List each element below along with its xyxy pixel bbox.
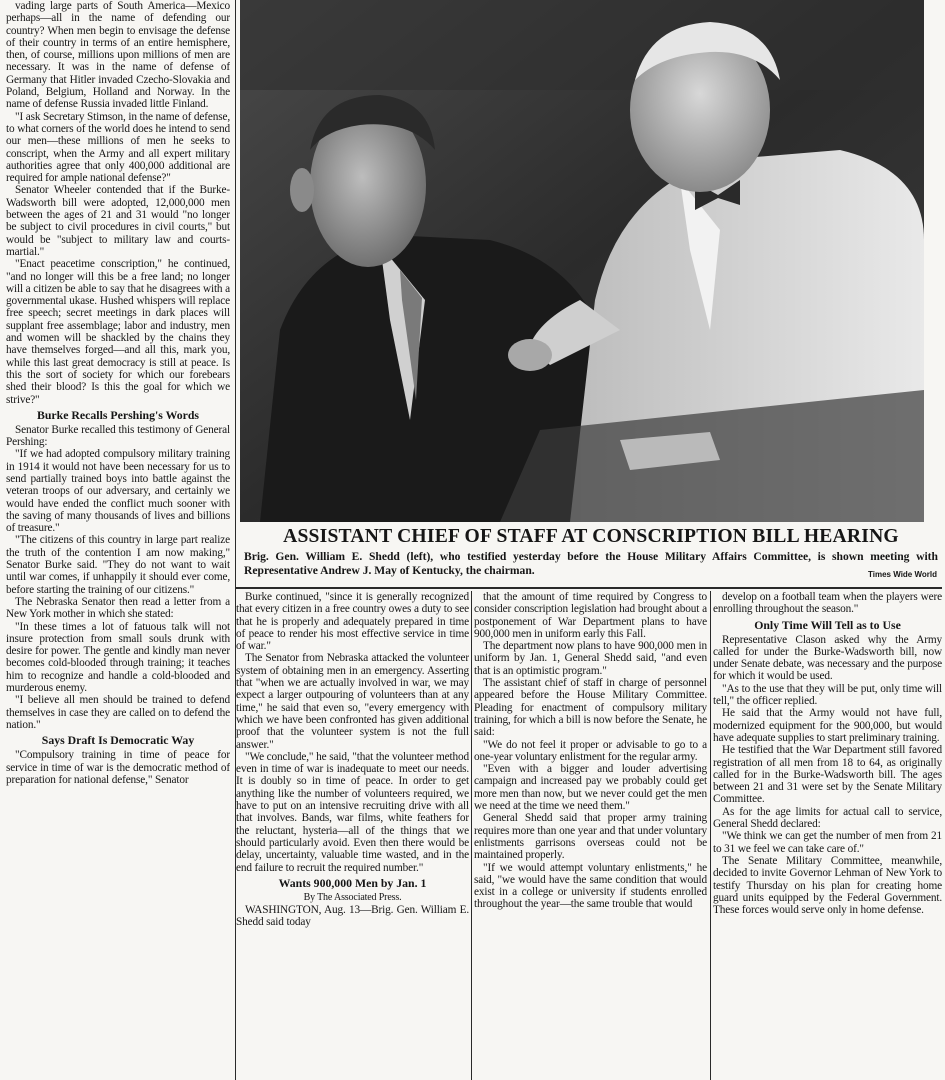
paragraph: vading large parts of South America—Mexico perhaps—all in the name of defending our country? When men begin to envisage the defense of their country in terms of an entire hemisphere, then, of course, millions upon millions of men are necessary. It was in the name of defense of Germany that Hitler invaded Czecho-Slovakia and Poland, Belgium, Holland and Norway. In the name of defense Russia invaded little Finland. xyxy=(6,0,230,111)
paragraph: He said that the Army would not have full, modernized equipment for the 900,000, but would have adequate supplies to start preliminary training. xyxy=(713,707,942,744)
paragraph: The Senator from Nebraska attacked the volunteer system of obtaining men in an emergency. Asserting that "when we are actually involved in war, we may expect a larger outpouring of volunteers than at any time," he said that even so, "every emergency with which we have been confronted has given additional proof that the volunteer system is not the full answer." xyxy=(236,652,469,751)
paragraph: that the amount of time required by Congress to consider conscription legislation had brought about a postponement of War Department plans to have 900,000 men in uniform early this Fall. xyxy=(474,591,707,640)
paragraph: develop on a football team when the players were enrolling throughout the season." xyxy=(713,591,942,616)
paragraph: "I believe all men should be trained to defend themselves in case they are called on to defend the nation." xyxy=(6,694,230,731)
column-rule-3 xyxy=(710,591,711,1080)
article-column-3 xyxy=(474,591,707,1080)
paragraph: WASHINGTON, Aug. 13—Brig. Gen. William E. Shedd said today xyxy=(236,904,469,929)
paragraph: "I ask Secretary Stimson, in the name of defense, to what corners of the world does he intend to send our men—these millions of men he seeks to conscript, when the Army and all expert military authorities agree that only 400,000 additional are required for ample national defense?" xyxy=(6,110,230,185)
paragraph: "The citizens of this country in large part realize the truth of the contention I am now making," Senator Burke said. "They do not want to wait until war comes, if unhappily it should ever come, before starting the training of our citizens." xyxy=(6,534,230,596)
paragraph: General Shedd said that proper army training requires more than one year and that under voluntary enlistments garrisons overseas could not be maintained properly. xyxy=(474,812,707,862)
paragraph: Representative Clason asked why the Army called for under the Burke-Wadsworth bill, now under Senate debate, was necessary and the purpose for which it would be used. xyxy=(713,633,942,683)
paragraph: "If we had adopted compulsory military training in 1914 it would not have been necessary for us to send partially trained boys into battle against the veteran troops of our adversary, and certainly we would have ended the conflict much sooner with the saving of many thousands of lives and billions of treasure." xyxy=(6,448,230,535)
column-rule-2 xyxy=(471,591,472,1080)
paragraph: Burke continued, "since it is generally recognized that every citizen in a free country owes a duty to see that he is properly and adequately prepared in time of peace to render his most effective service in time of war." xyxy=(236,591,469,653)
paragraph: "If we would attempt voluntary enlistments," he said, "we would have the same condition that would exist in a college or university if students enrolled throughout the year—the same trouble that would xyxy=(474,861,707,911)
paragraph: "We think we can get the number of men from 21 to 31 we feel we can take care of." xyxy=(713,830,942,855)
photo-credit: Times Wide World xyxy=(868,570,937,579)
photo-caption: Brig. Gen. William E. Shedd (left), who testified yesterday before the House Military Affairs Committee, is shown meeting with Representative Andrew J. May of Kentucky, the chairman. xyxy=(244,550,938,577)
paragraph: Senator Wheeler contended that if the Burke-Wadsworth bill were adopted, 12,000,000 men between the ages of 21 and 31 would "no longer be subject to civil procedures in civil courts," but would be "subject to military law and courts-martial." xyxy=(6,184,230,258)
subhead: Wants 900,000 Men by Jan. 1 xyxy=(278,875,427,890)
subhead: Burke Recalls Pershing's Words xyxy=(37,407,199,422)
photo-image xyxy=(240,0,924,522)
paragraph: The department now plans to have 900,000 men in uniform by Jan. 1, General Shedd said, "and even that is an optimistic program." xyxy=(474,640,707,677)
paragraph: "As to the use that they will be put, only time will tell," the officer replied. xyxy=(713,682,942,708)
photo-headline: ASSISTANT CHIEF OF STAFF AT CONSCRIPTION BILL HEARING xyxy=(283,526,899,547)
paragraph: He testified that the War Department still favored registration of all men from 18 to 64, as originally called for in the Burke-Wadsworth bill. The ages between 21 and 31 were set by the Senate Military Committee. xyxy=(713,744,942,806)
paragraph: "We conclude," he said, "that the volunteer method even in time of war is inadequate to meet our needs. It is doubly so in time of peace. In order to get anything like the number of volunteers required, we have to put on an intensive recruiting drive with all that involves. Bands, war films, white feathers for the reluctant, hysteria—all of the things that we should particularly avoid. Even then there would be delay, uncertainty, valuable time wasted, and in the end failure to recruit the required number." xyxy=(236,750,469,874)
paragraph: Senator Burke recalled this testimony of General Pershing: xyxy=(6,423,230,449)
paragraph: The assistant chief of staff in charge of personnel appeared before the House Military Committee. Pleading for enactment of compulsory military training, for which a bill is now before the Senate, he said: xyxy=(474,677,707,739)
paragraph: The Nebraska Senator then read a letter from a New York mother in which she stated: xyxy=(6,595,230,621)
paragraph: "We do not feel it proper or advisable to go to a one-year voluntary enlistment for the regular army. xyxy=(474,738,707,763)
byline: By The Associated Press. xyxy=(303,891,402,903)
subhead: Only Time Will Tell as to Use xyxy=(754,617,901,632)
caption-rule xyxy=(236,587,942,589)
paragraph: "Enact peacetime conscription," he continued, "and no longer will this be a free land; no longer will a citizen be able to say that he disagrees with a governmental ukase. Hushed whispers will replace free speech; secret meetings in dark places will supplant free assemblage; labor and industry, men and women will be shackled by the chains they have themselves forged—and all this, mark you, while this last great democracy is still at peace. Is this the sort of society for which our forebears shed their blood? Is this the goal for which we strive?" xyxy=(6,258,230,406)
paragraph: As for the age limits for actual call to service, General Shedd declared: xyxy=(713,805,942,831)
news-photo xyxy=(240,0,924,522)
paragraph: "In these times a lot of fatuous talk will not insure protection from small souls drunk with desire for power. The gentle and kindly man never becomes cold-blooded through training; it teaches him to recognize and handle a cold-blooded and murderous enemy. xyxy=(6,620,230,695)
article-column-4 xyxy=(713,591,942,1080)
article-column-2 xyxy=(236,591,469,1080)
subhead: Says Draft Is Democratic Way xyxy=(41,733,195,748)
paragraph: "Even with a bigger and louder advertising campaign and increased pay we probably could get more men than now, but we never could get the men we need at the time we need them." xyxy=(474,763,707,813)
paragraph: The Senate Military Committee, meanwhile, decided to invite Governor Lehman of New York to testify Thursday on his plan for creating home guard units equipped by the Federal Government. These forces would serve only in home defense. xyxy=(713,854,942,917)
article-column-1 xyxy=(6,0,230,1080)
paragraph: "Compulsory training in time of peace for service in time of war is the democratic method of preparation for national defense," Senator xyxy=(6,749,230,786)
